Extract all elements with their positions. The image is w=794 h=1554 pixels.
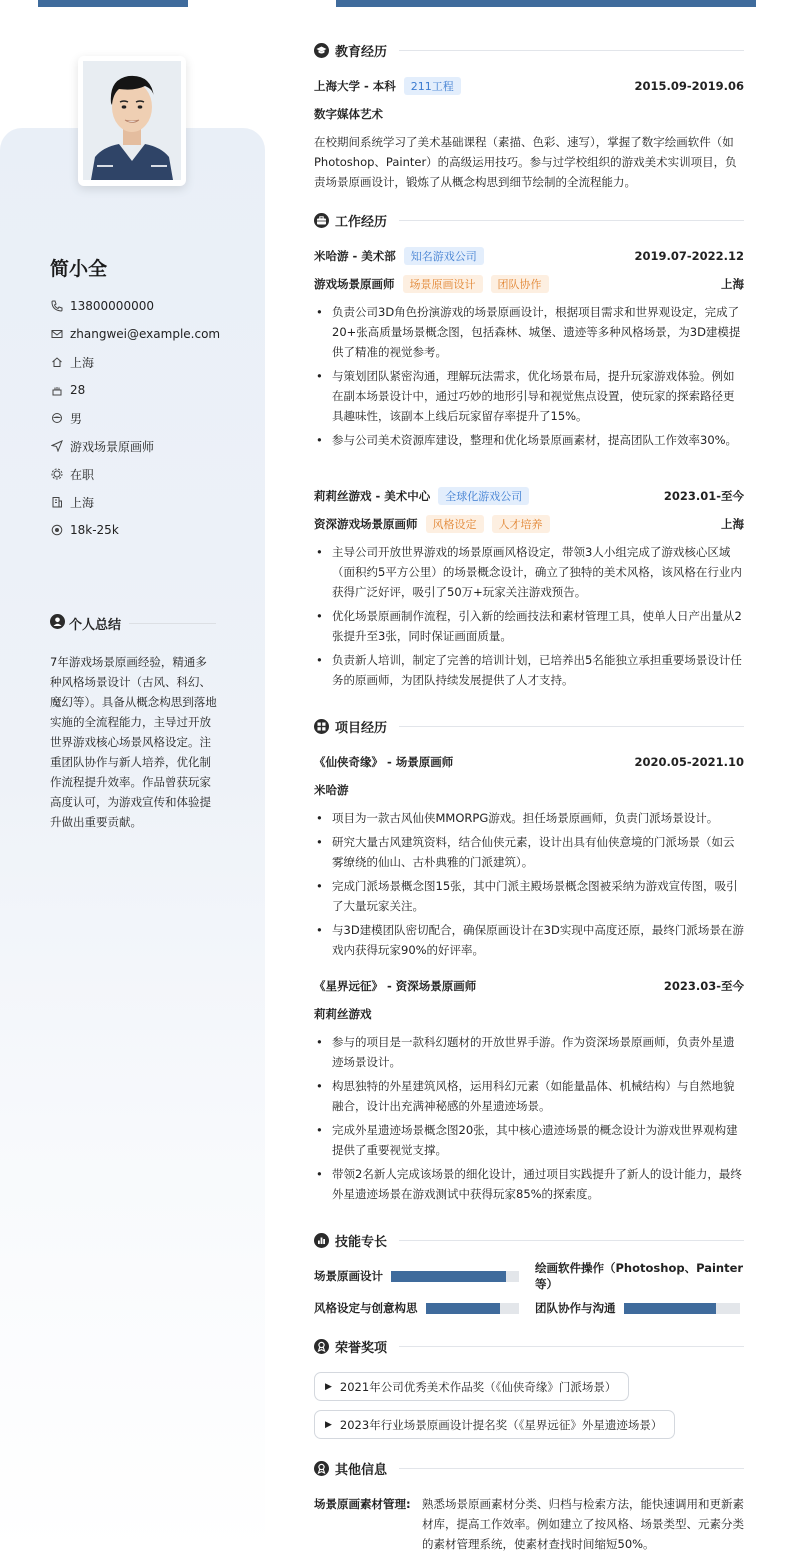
summary-heading-text: 个人总结 xyxy=(69,618,122,633)
project-1-name: 《仙侠奇缘》 - 场景原画师 xyxy=(314,755,454,769)
other-item-1-value: 熟悉场景原画素材分类、归档与检索方法，能快速调用和更新素材库，提高工作效率。例如建立了按风格、场景类型、元素分类的素材管理系统，使素材查找时间缩短50%。 xyxy=(422,1497,744,1551)
work-heading-text: 工作经历 xyxy=(335,214,388,230)
award-item-1-text: 2021年公司优秀美术作品奖（《仙侠奇缘》门派场景） xyxy=(339,1379,617,1394)
award-item-2 xyxy=(314,1410,675,1439)
home-icon xyxy=(50,355,64,369)
skill-1 xyxy=(314,1266,519,1286)
job-2-role-row xyxy=(314,514,744,534)
info-phone-text: 13800000000 xyxy=(70,299,154,313)
info-salary xyxy=(50,516,250,544)
job-2-company-tag: 全球化游戏公司 xyxy=(438,487,529,505)
project-2-name: 《星界远征》 - 资深场景原画师 xyxy=(314,979,477,993)
info-work-city xyxy=(50,488,250,516)
user-circle-icon xyxy=(50,614,65,633)
projects-heading xyxy=(314,716,744,736)
list-item: • 研究大量古风建筑资料，结合仙侠元素，设计出具有仙侠意境的门派场景（如云雾缭绕的仙山、古朴典雅的门派建筑）。 xyxy=(314,832,744,872)
age-icon xyxy=(50,383,64,397)
profile-photo-image xyxy=(83,61,181,180)
job-1-city: 上海 xyxy=(721,277,744,291)
project-1-company-row xyxy=(314,780,744,800)
skills-heading-text: 技能专长 xyxy=(335,1234,388,1250)
profile-photo xyxy=(78,56,186,186)
job-1-date: 2019.07-2022.12 xyxy=(634,249,744,263)
info-position-text: 游戏场景原画师 xyxy=(70,439,155,454)
building-icon xyxy=(50,495,64,509)
graduation-cap-icon xyxy=(314,43,329,58)
candidate-name: 简小全 xyxy=(50,258,108,280)
skill-3 xyxy=(314,1298,519,1318)
job-2-role: 资深游戏场景原画师 xyxy=(314,517,418,531)
skill-2-name: 绘画软件操作（Photoshop、Painter等） xyxy=(535,1261,744,1291)
project-2-company-row xyxy=(314,1004,744,1024)
gender-icon xyxy=(50,411,64,425)
education-header-row xyxy=(314,76,744,96)
salary-icon xyxy=(50,523,64,537)
summary-divider xyxy=(129,623,216,624)
project-1-header-row xyxy=(314,752,744,772)
list-item: • 完成外星遗迹场景概念图20张，其中核心遗迹场景的概念设计为游戏世界观构建提供了重要视觉支撑。 xyxy=(314,1120,744,1160)
education-tag: 211工程 xyxy=(404,77,461,95)
list-item: • 主导公司开放世界游戏的场景原画风格设定，带领3人小组完成了游戏核心区域（面积约5平方公里）的场景概念设计，确立了独特的美术风格，该风格在行业内获得广泛好评，吸引了50万+玩家关注游戏预告。 xyxy=(314,542,744,602)
info-email xyxy=(50,320,250,348)
skill-1-fill xyxy=(391,1271,506,1282)
mail-icon xyxy=(50,327,64,341)
other-heading xyxy=(314,1458,744,1478)
project-2-bullets xyxy=(314,1032,744,1208)
info-gender-text: 男 xyxy=(70,411,83,426)
job-1-role-row xyxy=(314,274,744,294)
job-1-tag-2: 团队协作 xyxy=(491,275,549,293)
projects-divider xyxy=(399,726,744,727)
job-2-header-row xyxy=(314,486,744,506)
education-divider xyxy=(399,50,744,51)
job-1-company: 米哈游 - 美术部 xyxy=(314,249,396,263)
education-description: 在校期间系统学习了美术基础课程（素描、色彩、速写），掌握了数字绘画软件（如Photoshop、Painter）的高级运用技巧。参与过学校组织的游戏美术实训项目，负责场景原画设计，锻炼了从概念构思到细节绘制的全流程能力。 xyxy=(314,135,737,189)
list-item: • 参与公司美术资源库建设，整理和优化场景原画素材，提高团队工作效率30%。 xyxy=(314,430,744,450)
info-location-text: 上海 xyxy=(70,355,95,370)
skill-1-name: 场景原画设计 xyxy=(314,1269,383,1283)
summary-text: 7年游戏场景原画经验，精通多种风格场景设计（古风、科幻、魔幻等）。具备从概念构思到落地实施的全流程能力，主导过开放世界游戏核心场景风格设定。注重团队协作与新人培养，优化制作流程提升效率。作品曾获玩家高度认可，为游戏宣传和体验提升做出重要贡献。 xyxy=(50,655,217,829)
job-1-role: 游戏场景原画师 xyxy=(314,277,395,291)
portrait-illustration xyxy=(83,61,181,180)
project-2-header-row xyxy=(314,976,744,996)
work-heading xyxy=(314,210,744,230)
skill-3-bar xyxy=(426,1303,519,1314)
list-item: • 带领2名新人完成该场景的细化设计，通过项目实践提升了新人的设计能力，最终外星遗迹场景在游戏测试中获得玩家85%的探索度。 xyxy=(314,1164,744,1204)
grid-icon xyxy=(314,719,329,734)
skill-4-bar xyxy=(624,1303,740,1314)
project-2-company: 莉莉丝游戏 xyxy=(314,1007,372,1021)
send-icon xyxy=(50,439,64,453)
job-2-city: 上海 xyxy=(721,517,744,531)
info-position xyxy=(50,432,250,460)
list-item: • 与策划团队紧密沟通，理解玩法需求，优化场景布局，提升玩家游戏体验。例如在副本场景设计中，通过巧妙的地形引导和视觉焦点设置，使玩家的探索路径更具趣味性，该副本上线后玩家留存率提升了15%。 xyxy=(314,366,744,426)
award-icon xyxy=(314,1339,329,1354)
top-accent-bar-left xyxy=(38,0,188,7)
info-status-text: 在职 xyxy=(70,467,95,482)
skill-3-name: 风格设定与创意构思 xyxy=(314,1301,418,1315)
play-triangle-icon: ▶ xyxy=(325,1381,332,1392)
info-gender xyxy=(50,404,250,432)
education-date: 2015.09-2019.06 xyxy=(634,79,744,93)
job-2-date: 2023.01-至今 xyxy=(663,489,744,503)
info-phone xyxy=(50,292,250,320)
job-2-bullets xyxy=(314,542,744,694)
job-2-tag-2: 人才培养 xyxy=(492,515,550,533)
other-divider xyxy=(399,1468,744,1469)
info-location xyxy=(50,348,250,376)
briefcase-icon xyxy=(314,213,329,228)
contact-info-list xyxy=(50,292,250,544)
project-2-date: 2023.03-至今 xyxy=(663,979,744,993)
projects-heading-text: 项目经历 xyxy=(335,720,388,736)
phone-icon xyxy=(50,299,64,313)
info-status xyxy=(50,460,250,488)
list-item: • 与3D建模团队密切配合，确保原画设计在3D实现中高度还原，最终门派场景在游戏内获得玩家90%的好评率。 xyxy=(314,920,744,960)
info-age-text: 28 xyxy=(70,383,86,397)
list-item: • 构思独特的外星建筑风格，运用科幻元素（如能量晶体、机械结构）与自然地貌融合，设计出充满神秘感的外星遗迹场景。 xyxy=(314,1076,744,1116)
work-divider xyxy=(399,220,744,221)
skill-4-name: 团队协作与沟通 xyxy=(535,1301,616,1315)
education-major-row xyxy=(314,104,744,124)
info-email-text: zhangwei@example.com xyxy=(70,327,221,341)
other-heading-text: 其他信息 xyxy=(335,1462,388,1478)
status-icon xyxy=(50,467,64,481)
bar-chart-icon xyxy=(314,1233,329,1248)
skill-2 xyxy=(535,1261,744,1291)
education-heading xyxy=(314,40,744,60)
education-school: 上海大学 - 本科 xyxy=(314,79,396,93)
awards-heading xyxy=(314,1336,744,1356)
job-1-bullets xyxy=(314,302,744,454)
list-item: • 完成门派场景概念图15张，其中门派主殿场景概念图被采纳为游戏宣传图，吸引了大量玩家关注。 xyxy=(314,876,744,916)
info-salary-text: 18k-25k xyxy=(70,523,119,537)
award-item-2-text: 2023年行业场景原画设计提名奖（《星界远征》外星遗迹场景） xyxy=(339,1417,663,1432)
list-item: • 负责新人培训，制定了完善的培训计划，已培养出5名能独立承担重要场景设计任务的原画师，为团队持续发展提供了人才支持。 xyxy=(314,650,744,690)
skills-divider xyxy=(399,1240,744,1241)
skill-4 xyxy=(535,1298,740,1318)
list-item: • 负责公司3D角色扮演游戏的场景原画设计，根据项目需求和世界观设定，完成了20+张高质量场景概念图，包括森林、城堡、遗迹等多种风格场景，为3D建模提供了精准的视觉参考。 xyxy=(314,302,744,362)
skill-3-fill xyxy=(426,1303,500,1314)
awards-heading-text: 荣誉奖项 xyxy=(335,1340,388,1356)
project-1-bullets xyxy=(314,808,744,964)
info-work-city-text: 上海 xyxy=(70,495,95,510)
info-badge-icon xyxy=(314,1461,329,1476)
job-2-company: 莉莉丝游戏 - 美术中心 xyxy=(314,489,431,503)
list-item: • 项目为一款古风仙侠MMORPG游戏。担任场景原画师，负责门派场景设计。 xyxy=(314,808,744,828)
awards-divider xyxy=(399,1346,744,1347)
summary-heading xyxy=(50,614,216,633)
list-item: • 参与的项目是一款科幻题材的开放世界手游。作为资深场景原画师，负责外星遗迹场景设计。 xyxy=(314,1032,744,1072)
job-1-company-tag: 知名游戏公司 xyxy=(404,247,484,265)
project-1-company: 米哈游 xyxy=(314,783,349,797)
education-major: 数字媒体艺术 xyxy=(314,107,383,121)
skill-4-fill xyxy=(624,1303,717,1314)
other-item-1 xyxy=(314,1494,744,1554)
job-1-tag-1: 场景原画设计 xyxy=(403,275,483,293)
other-item-1-key: 场景原画素材管理: xyxy=(314,1497,411,1511)
job-2-tag-1: 风格设定 xyxy=(426,515,484,533)
award-item-1 xyxy=(314,1372,629,1401)
info-age xyxy=(50,376,250,404)
job-1-header-row xyxy=(314,246,744,266)
top-accent-bar-right xyxy=(336,0,756,7)
skill-1-bar xyxy=(391,1271,519,1282)
project-1-date: 2020.05-2021.10 xyxy=(634,755,744,769)
list-item: • 优化场景原画制作流程，引入新的绘画技法和素材管理工具，使单人日产出量从2张提升至3张，同时保证画面质量。 xyxy=(314,606,744,646)
education-heading-text: 教育经历 xyxy=(335,44,388,60)
skills-heading xyxy=(314,1230,744,1250)
play-triangle-icon: ▶ xyxy=(325,1419,332,1430)
